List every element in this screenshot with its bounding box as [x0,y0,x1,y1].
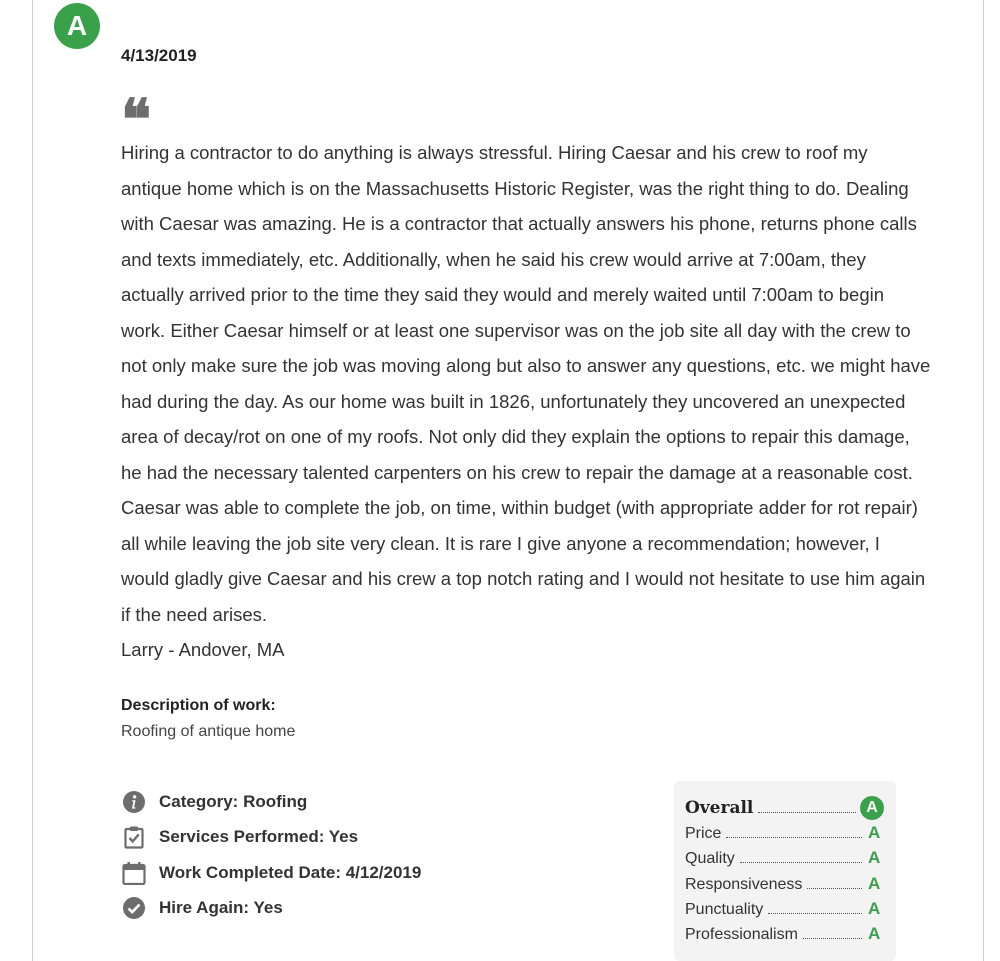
quote-icon: ❝ [121,92,152,132]
rating-label: Quality [685,850,735,868]
rating-leader [768,912,862,914]
review-grade-badge: A [54,3,100,49]
rating-overall-grade: A [860,796,884,820]
rating-grade: A [868,924,881,944]
rating-label: Punctuality [685,900,764,918]
meta-hire-again [121,891,541,927]
rating-grade: A [868,898,881,918]
rating-label: Price [685,825,722,842]
rating-price [685,823,884,848]
rating-overall-label: Overall [685,798,754,818]
rating-grade: A [868,823,881,842]
rating-leader [726,836,862,838]
rating-leader [758,811,856,813]
rating-quality [685,848,884,873]
rating-punctuality [685,899,884,924]
rating-professionalism [685,924,884,949]
meta-services-performed [121,820,541,856]
meta-services-text: Services Performed: Yes [159,827,359,847]
description-text: Roofing of antique home [121,723,296,740]
rating-leader [807,887,862,889]
rating-leader [740,861,862,863]
rating-label: Responsiveness [685,875,803,893]
review-text [121,135,933,668]
meta-work-completed [121,855,541,891]
info-icon [121,789,147,815]
rating-label: Professionalism [685,926,798,944]
review-signature: Larry - Andover, MA [121,639,285,660]
rating-responsiveness [685,874,884,899]
rating-summary [674,781,896,961]
rating-grade: A [868,873,881,893]
review-meta-list [121,784,541,926]
rating-grade: A [868,848,881,868]
check-circle-icon [121,895,147,921]
meta-category [121,784,541,820]
rating-overall [685,793,884,823]
meta-hire-again-text: Hire Again: Yes [159,898,283,918]
description-heading: Description of work: [121,697,276,714]
meta-category-text: Category: Roofing [159,791,308,811]
meta-work-completed-text: Work Completed Date: 4/12/2019 [159,862,422,882]
review-body-text: Hiring a contractor to do anything is always stressful. Hiring Caesar and his crew to roof my antique home which is on the Massachusetts Historic Register, was the right thing to do. Dealing with Caesar was amazing. He is a contractor that actually answers his phone, returns phone calls and texts immediately, etc. Additionally, when he said his crew would arrive at 7:00am, they actually arrived prior to the time they said they would and merely waited until 7:00am to begin work. Either Caesar himself or at least one supervisor was on the job site all day with the crew to not only make sure the job was moving along but also to answer any questions, etc. we might have had during the day. As our home was built in 1826, unfortunately they uncovered an unexpected area of decay/rot on one of my roofs. Not only did they explain the options to repair this damage, he had the necessary talented carpenters on his crew to repair the damage at a reasonable cost. Caesar was able to complete the job, on time, within budget (with appropriate adder for rot repair) all while leaving the job site very clean. It is rare I give anyone a recommendation; however, I would gladly give Caesar and his crew a top notch rating and I would not hesitate to use him again if the need arises. [121,142,931,625]
calendar-icon [121,860,147,886]
review-date: 4/13/2019 [121,46,197,65]
rating-leader [803,937,862,939]
clipboard-check-icon [121,824,147,850]
